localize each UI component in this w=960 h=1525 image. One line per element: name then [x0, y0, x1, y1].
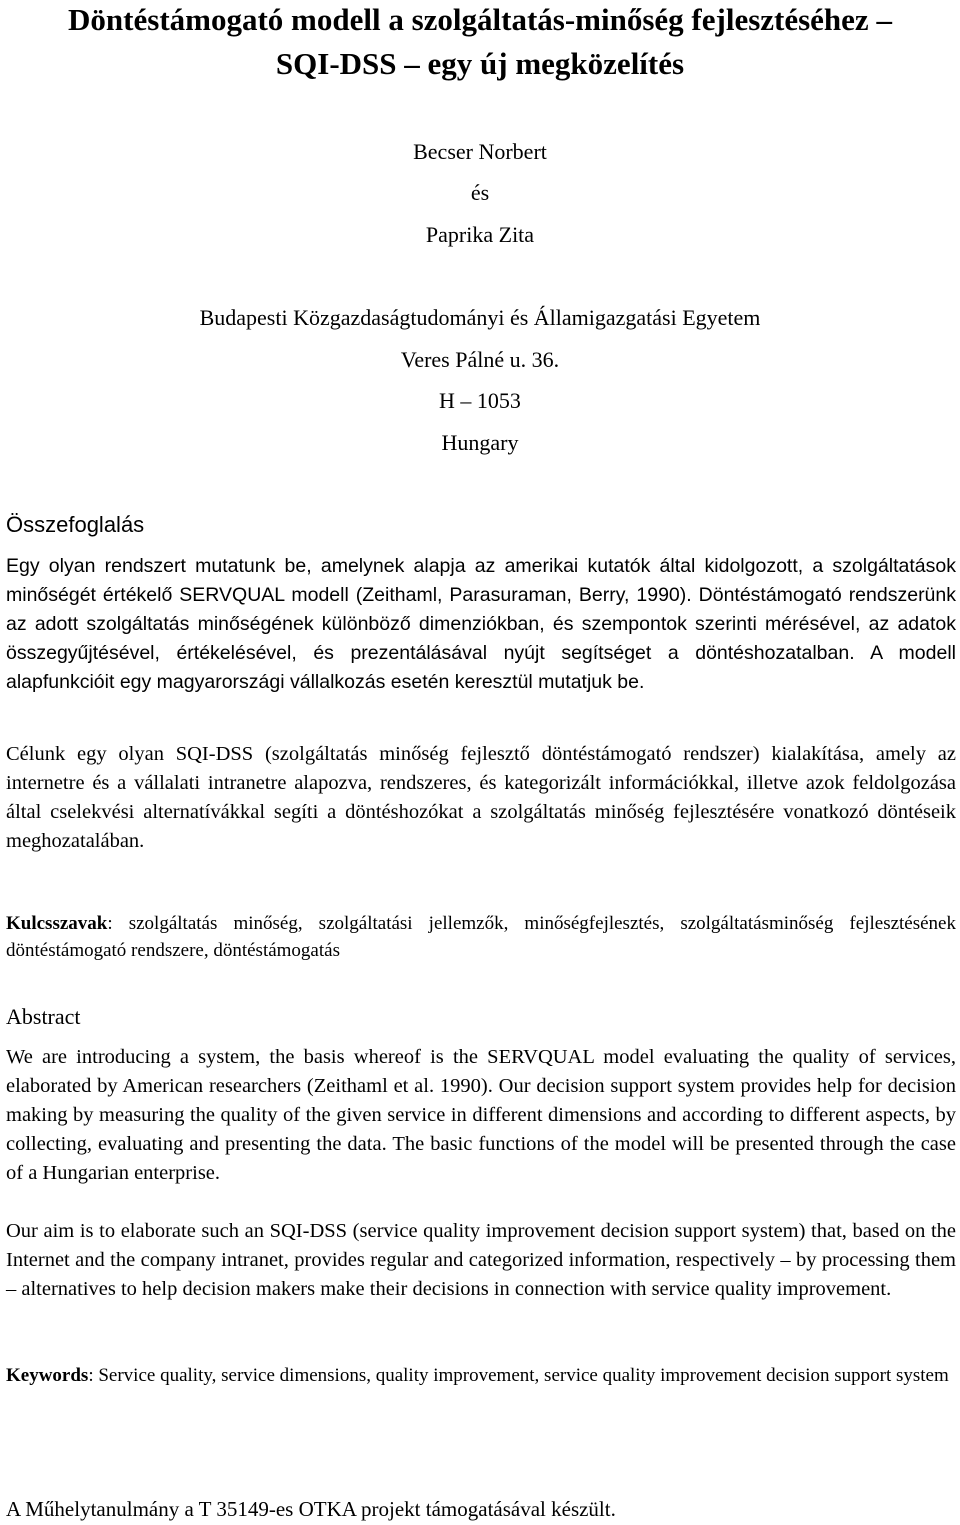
abstract-paragraph-2: Our aim is to elaborate such an SQI-DSS (service quality improvement decision support system) that, based on the Internet and the company intranet, provides regular and categorized information, respectively – by processing them – alternatives to help decision makers make their decisions in connection with service quality improvement. — [6, 1220, 956, 1300]
paper-title-line-2: SQI-DSS – egy új megközelítés — [275, 46, 685, 81]
keywords-en — [6, 1362, 956, 1389]
author-2: Paprika Zita — [425, 222, 535, 247]
keywords-hu-label: Kulcsszavak — [6, 913, 108, 934]
keywords-en-text: : Service quality, service dimensions, quality improvement, service quality improvement decision support system — [88, 1365, 949, 1386]
summary-heading: Összefoglalás — [6, 512, 145, 537]
keywords-en-label: Keywords — [6, 1365, 89, 1386]
author-conjunction: és — [470, 180, 490, 205]
author-1: Becser Norbert — [413, 139, 547, 164]
keywords-hu — [6, 910, 956, 964]
summary-paragraph-1: Egy olyan rendszert mutatunk be, amelynek alapja az amerikai kutatók által kidolgozott, a szolgáltatások minőségét értékelő SERVQUAL modell (Zeithaml, Parasuraman, Berry, 1990). Döntéstámogató rendszerünk az adott szolgáltatás minőségének különböző dimenziókban, és szempontok szerinti mérésével, az adatok összegyűjtésével, értékelésével, és prezentálásával nyújt segítséget a döntéshozatalban. A modell alapfunkcióit egy magyarországi vállalkozás esetén keresztül mutatjuk be. — [6, 555, 956, 693]
paper-title-line-1: Döntéstámogató modell a szolgáltatás-minőség fejlesztéséhez – — [68, 2, 892, 37]
affiliation-street: Veres Pálné u. 36. — [400, 347, 560, 372]
affiliation-postal: H – 1053 — [439, 388, 521, 413]
abstract-heading: Abstract — [6, 1004, 81, 1029]
keywords-hu-text: : szolgáltatás minőség, szolgáltatási jellemzők, minőségfejlesztés, szolgáltatásminőség fejlesztésének döntéstámogató rendszere, döntéstámogatás — [6, 913, 956, 961]
summary-paragraph-2: Célunk egy olyan SQI-DSS (szolgáltatás minőség fejlesztő döntéstámogató rendszer) kialakítása, amely az internetre és a vállalati intranetre alapozva, rendszeres, és kategorizált információkkal, illetve azok feldolgozása által cselekvési alternatívákkal segíti a döntéshozókat a szolgáltatás minőség fejlesztésére vonatkozó döntéseik meghozatalában. — [6, 743, 956, 852]
affiliation-country: Hungary — [441, 430, 519, 455]
funding-footnote: A Műhelytanulmány a T 35149-es OTKA projekt támogatásával készült. — [6, 1497, 616, 1521]
affiliation-institution: Budapesti Közgazdaságtudományi és Államigazgatási Egyetem — [199, 305, 761, 330]
abstract-paragraph-1: We are introducing a system, the basis whereof is the SERVQUAL model evaluating the quality of services, elaborated by American researchers (Zeithaml et al. 1990). Our decision support system provides help for decision making by measuring the quality of the given service in different dimensions and according to different aspects, by collecting, evaluating and presenting the data. The basic functions of the model will be presented through the case of a Hungarian enterprise. — [6, 1046, 956, 1184]
